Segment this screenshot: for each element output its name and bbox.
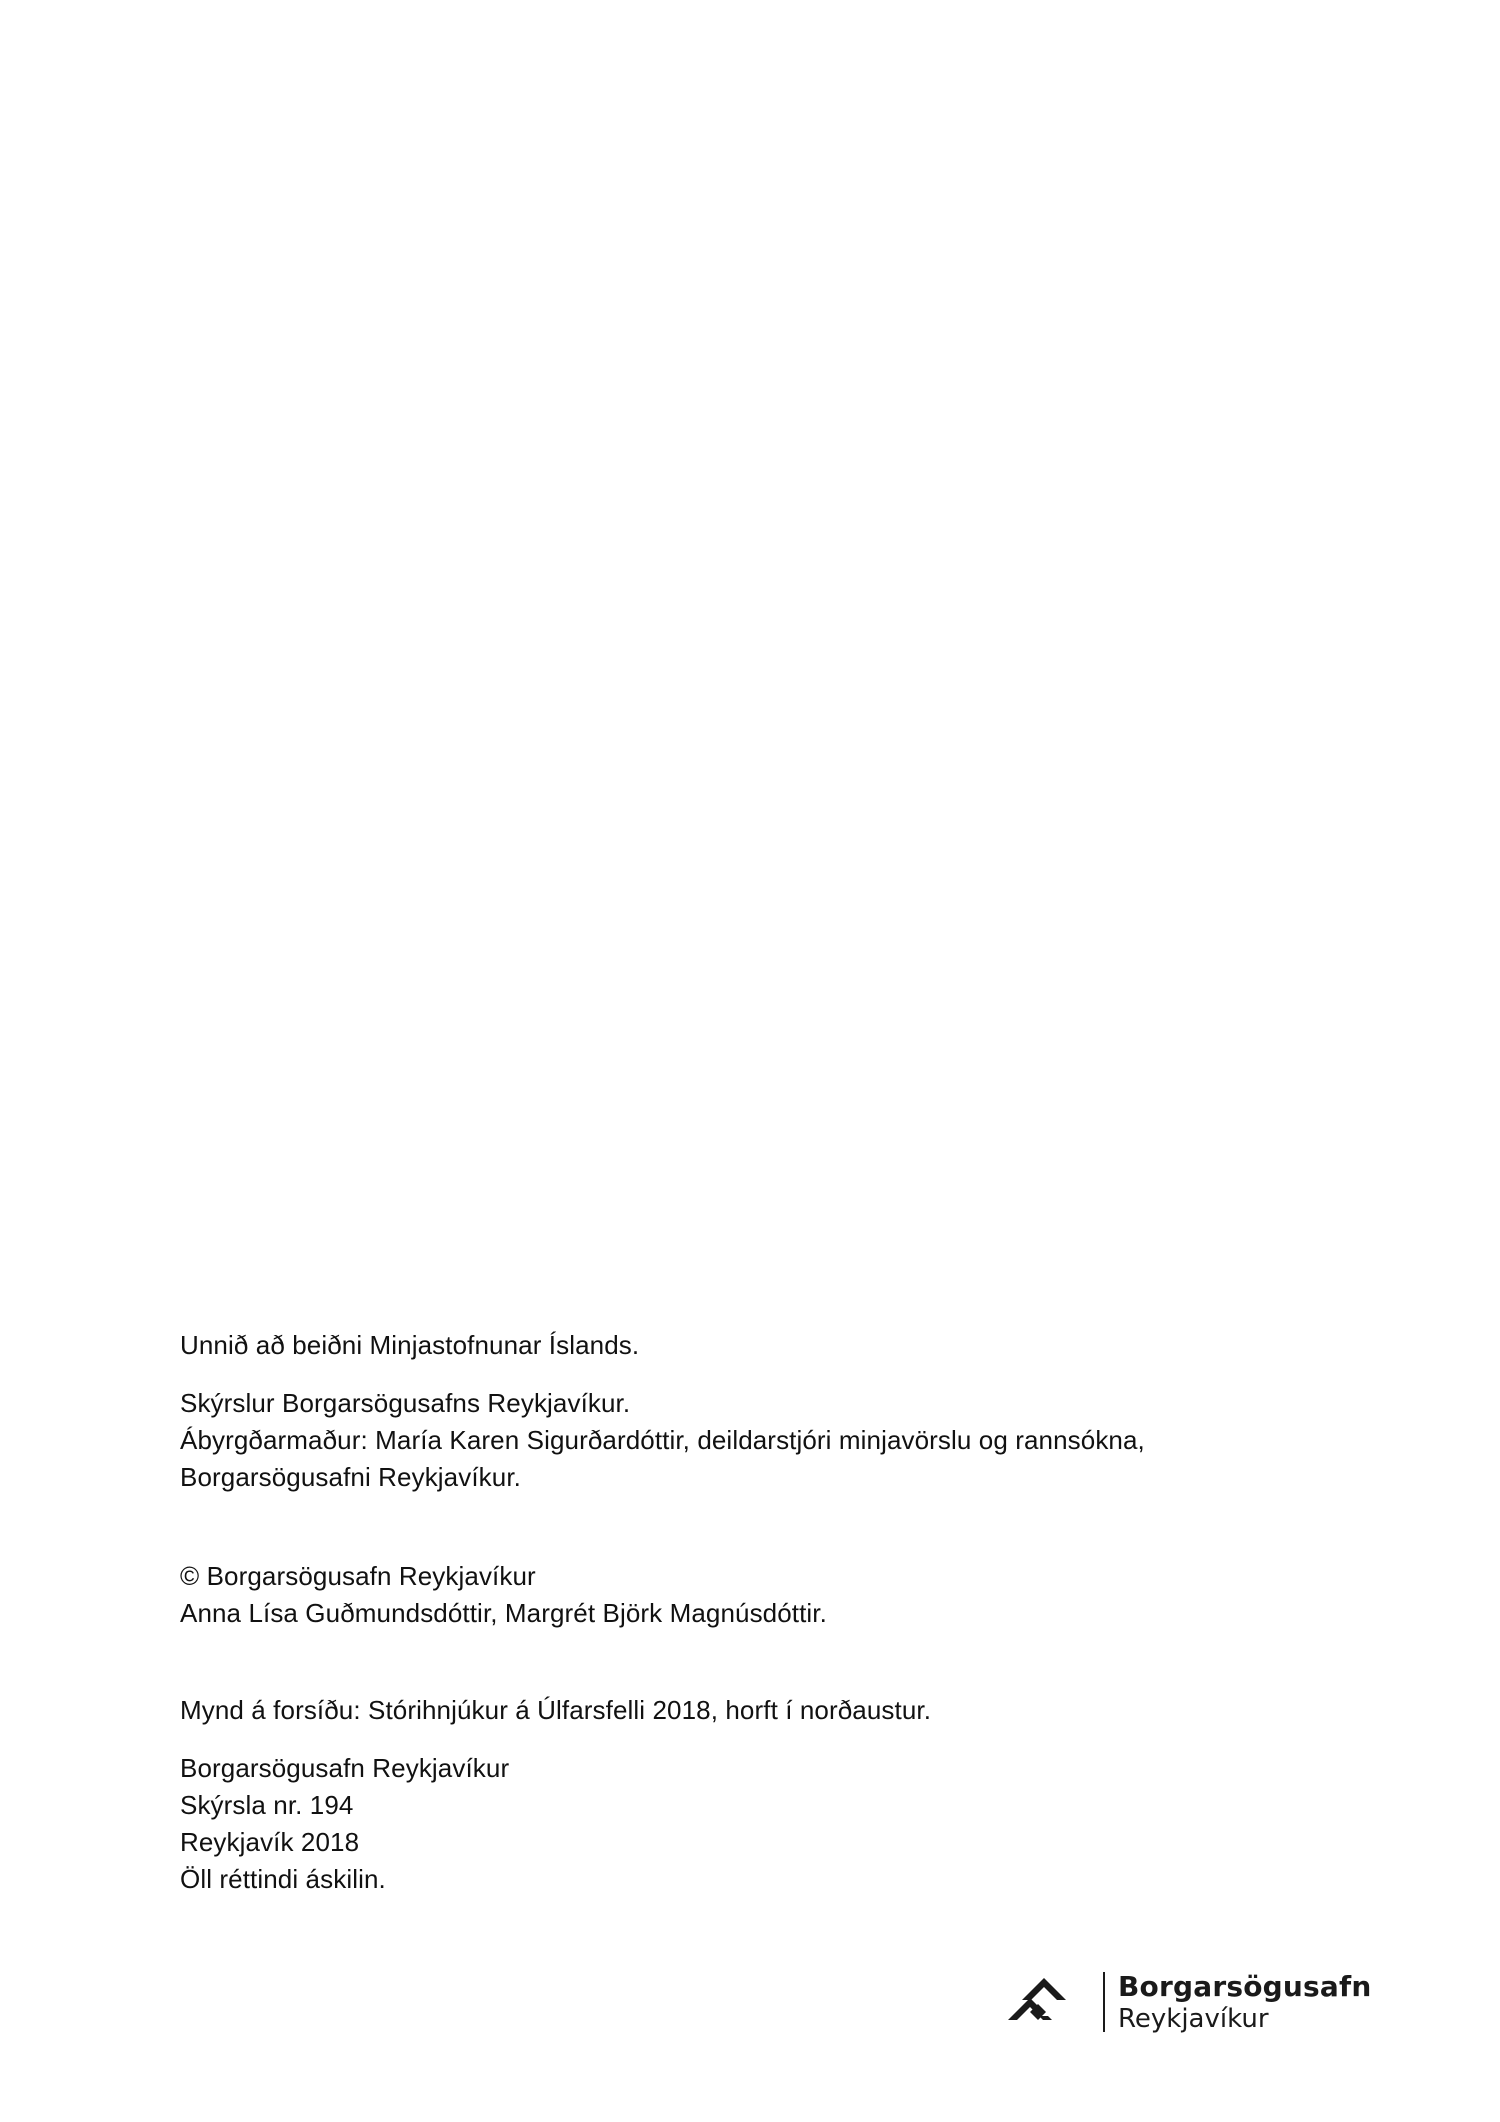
request-note-line: Unnið að beiðni Minjastofnunar Íslands. bbox=[180, 1330, 640, 1360]
publisher-block bbox=[180, 1750, 509, 1898]
responsible-person-line: Ábyrgðarmaður: María Karen Sigurðardóttir, deildarstjóri minjavörslu og rannsókna, bbox=[180, 1425, 1145, 1455]
report-series-block bbox=[180, 1385, 1145, 1496]
logo-divider bbox=[1103, 1972, 1105, 2032]
authors-line: Anna Lísa Guðmundsdóttir, Margrét Björk Magnúsdóttir. bbox=[180, 1598, 827, 1628]
series-title-line: Skýrslur Borgarsögusafns Reykjavíkur. bbox=[180, 1388, 631, 1418]
place-year-line: Reykjavík 2018 bbox=[180, 1827, 360, 1857]
report-number-line: Skýrsla nr. 194 bbox=[180, 1790, 354, 1820]
cover-photo-credit bbox=[180, 1692, 931, 1729]
request-note bbox=[180, 1327, 639, 1364]
logo-city: Reykjavíkur bbox=[1118, 2004, 1269, 2034]
cover-photo-line: Mynd á forsíðu: Stórihnjúkur á Úlfarsfelli 2018, horft í norðaustur. bbox=[180, 1695, 932, 1725]
publisher-name-line: Borgarsögusafn Reykjavíkur bbox=[180, 1753, 510, 1783]
logo-wordmark bbox=[1118, 1970, 1372, 2034]
copyright-line: © Borgarsögusafn Reykjavíkur bbox=[180, 1561, 536, 1591]
copyright-block bbox=[180, 1558, 827, 1632]
roof-chevron-icon bbox=[1008, 1978, 1080, 2030]
responsible-institution-line: Borgarsögusafni Reykjavíkur. bbox=[180, 1462, 521, 1492]
rights-reserved-line: Öll réttindi áskilin. bbox=[180, 1864, 386, 1894]
museum-logo bbox=[1008, 1970, 1372, 2040]
logo-name: Borgarsögusafn bbox=[1118, 1970, 1372, 2003]
